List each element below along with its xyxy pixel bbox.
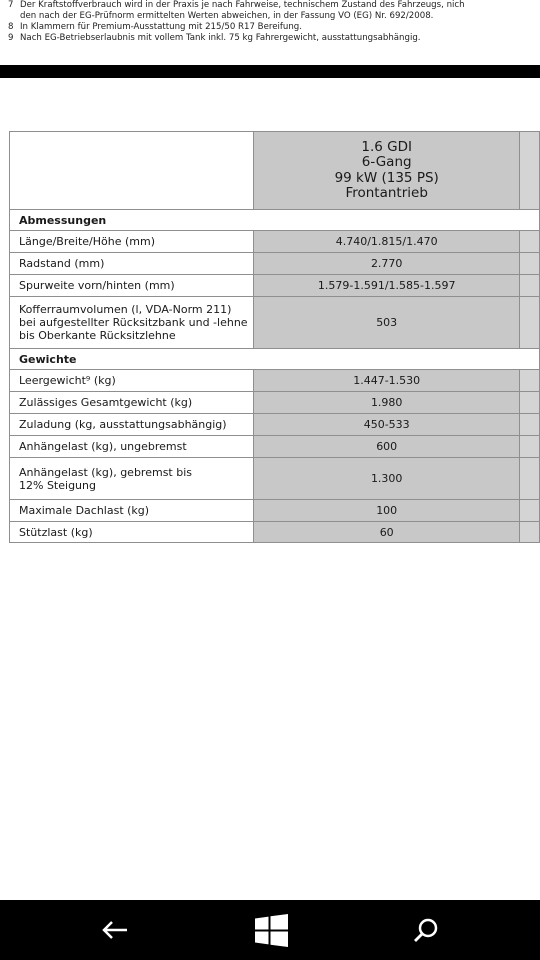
row-label-line: Kofferraumvolumen (l, VDA-Norm 211) — [19, 303, 232, 316]
back-button[interactable] — [65, 900, 165, 960]
row-label — [10, 297, 254, 349]
row-label: Anhängelast (kg), ungebremst — [10, 436, 254, 458]
row-label: Spurweite vorn/hinten (mm) — [10, 275, 254, 297]
row-value: 1.447-1.530 — [254, 370, 520, 392]
next-column-edge — [520, 522, 540, 543]
row-label: Stützlast (kg) — [10, 522, 254, 543]
row-label: Zuladung (kg, ausstattungsabhängig) — [10, 414, 254, 436]
search-button[interactable] — [376, 900, 476, 960]
row-label: Zulässiges Gesamtgewicht (kg) — [10, 392, 254, 414]
next-column-edge — [520, 436, 540, 458]
next-column-edge — [520, 231, 540, 253]
row-value: 600 — [254, 436, 520, 458]
row-label: Länge/Breite/Höhe (mm) — [10, 231, 254, 253]
transmission: 6-Gang — [361, 154, 412, 170]
footnote-text: Nach EG-Betriebserlaubnis mit vollem Tank inkl. 75 kg Fahrergewicht, ausstattungsabhängig. — [20, 33, 421, 43]
row-label — [10, 458, 254, 500]
next-column-edge — [520, 414, 540, 436]
row-value: 1.300 — [254, 458, 520, 500]
power-output: 99 kW (135 PS) — [334, 169, 439, 186]
footnote-text: den nach der EG-Prüfnorm ermittelten Werten abweichen, in der Fassung VO (EG) Nr. 692/2008. — [20, 11, 434, 21]
section-title: Gewichte — [10, 349, 540, 370]
row-label-line: 12% Steigung — [19, 478, 96, 492]
engine-name: 1.6 GDI — [361, 138, 412, 155]
start-button[interactable] — [221, 900, 321, 960]
footnotes — [8, 0, 540, 44]
next-column-edge — [520, 392, 540, 414]
table-row — [10, 500, 540, 522]
row-value: 1.980 — [254, 392, 520, 414]
table-row — [10, 414, 540, 436]
row-value: 100 — [254, 500, 520, 522]
table-row — [10, 436, 540, 458]
table-row — [10, 392, 540, 414]
drive-type: Frontantrieb — [345, 185, 428, 201]
engine-header-cell — [254, 132, 520, 210]
footnote-number: 7 — [8, 0, 14, 10]
next-column-edge — [520, 132, 540, 210]
table-row — [10, 297, 540, 349]
row-label-line: Anhängelast (kg), gebremst bis — [19, 465, 193, 479]
table-row — [10, 275, 540, 297]
windows-logo-icon — [255, 914, 288, 947]
search-icon — [413, 917, 439, 943]
section-header-row — [10, 349, 540, 370]
row-value: 4.740/1.815/1.470 — [254, 231, 520, 253]
section-title: Abmessungen — [10, 210, 540, 231]
footnote-number: 9 — [8, 33, 14, 43]
row-value: 60 — [254, 522, 520, 543]
row-label: Maximale Dachlast (kg) — [10, 500, 254, 522]
row-value: 503 — [254, 297, 520, 349]
system-navigation-bar — [0, 900, 540, 960]
back-arrow-icon — [101, 920, 129, 940]
header-empty-cell — [10, 132, 254, 210]
row-value: 1.579-1.591/1.585-1.597 — [254, 275, 520, 297]
next-column-edge — [520, 253, 540, 275]
row-label-line: bis Oberkante Rücksitzlehne — [19, 329, 176, 342]
footnote-number: 8 — [8, 22, 14, 32]
row-label: Leergewicht⁹ (kg) — [10, 370, 254, 392]
row-label: Radstand (mm) — [10, 253, 254, 275]
next-column-edge — [520, 275, 540, 297]
table-row — [10, 231, 540, 253]
row-label-line: bei aufgestellter Rücksitzbank und -lehne — [19, 316, 248, 329]
next-column-edge — [520, 370, 540, 392]
table-header-row — [10, 132, 540, 210]
footnote-8 — [8, 22, 540, 33]
page-separator-bar — [0, 65, 540, 78]
next-column-edge — [520, 500, 540, 522]
table-row — [10, 253, 540, 275]
row-value: 2.770 — [254, 253, 520, 275]
table-row — [10, 370, 540, 392]
footnote-9 — [8, 33, 540, 44]
section-header-row — [10, 210, 540, 231]
next-column-edge — [520, 297, 540, 349]
table-row — [10, 522, 540, 543]
table-row — [10, 458, 540, 500]
footnote-7 — [8, 0, 540, 22]
row-value: 450-533 — [254, 414, 520, 436]
footnote-text: In Klammern für Premium-Ausstattung mit 215/50 R17 Bereifung. — [20, 22, 302, 32]
next-column-edge — [520, 458, 540, 500]
footnote-text: Der Kraftstoffverbrauch wird in der Praxis je nach Fahrweise, technischem Zustand des Fahrzeugs, nich — [20, 0, 465, 10]
specification-table — [9, 131, 540, 543]
